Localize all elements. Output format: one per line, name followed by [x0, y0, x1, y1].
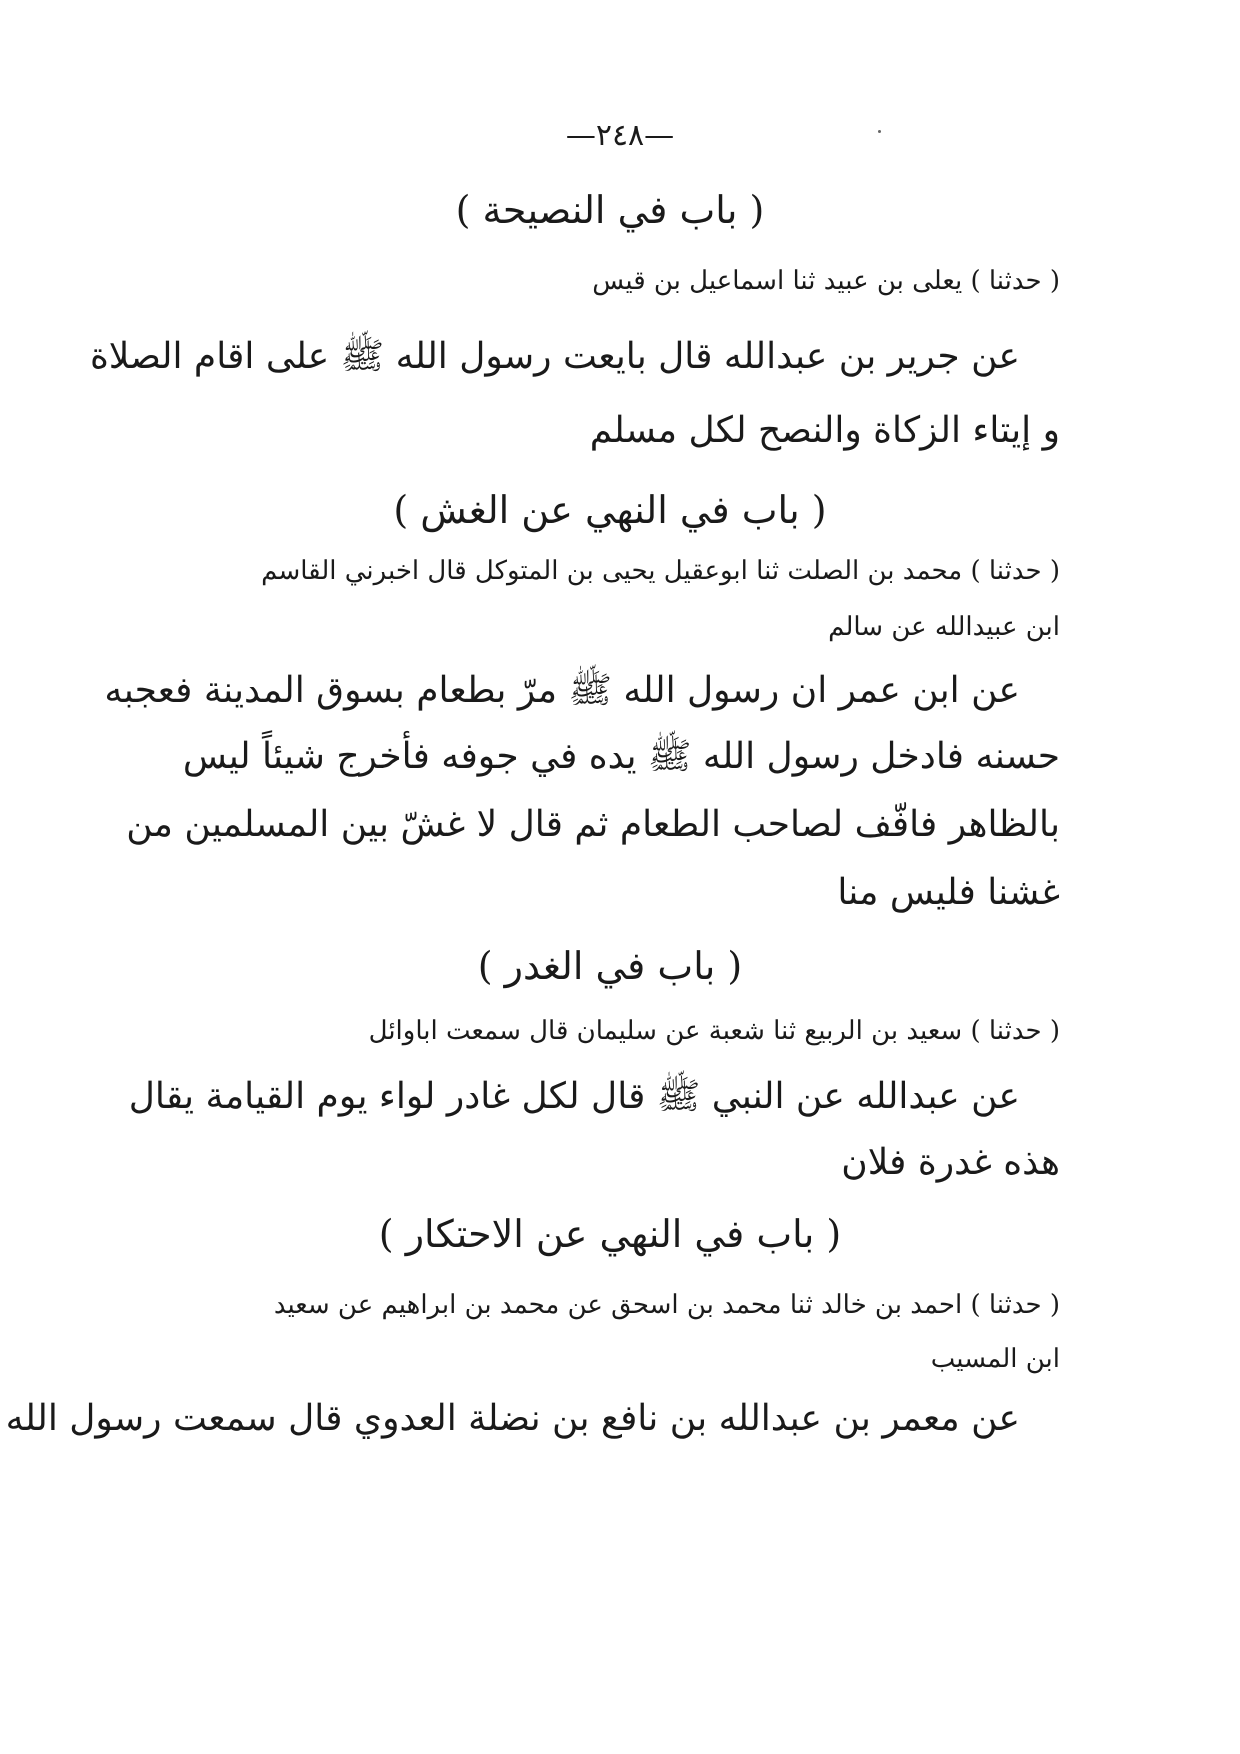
chapter-heading-treachery: ( باب في الغدر ) — [477, 944, 743, 988]
isnad-line: ابن المسيب — [930, 1344, 1060, 1374]
hadith-text-line: هذه غدرة فلان — [841, 1142, 1060, 1183]
hadith-text-line: عن ابن عمر ان رسول الله ﷺ مرّ بطعام بسوق المدينة فعجبه — [104, 670, 1020, 711]
isnad-line: ( حدثنا ) احمد بن خالد ثنا محمد بن اسحق عن محمد بن ابراهيم عن سعيد — [273, 1290, 1060, 1320]
hadith-text-line: عن معمر بن عبدالله بن نافع بن نضلة العدوي قال سمعت رسول الله — [5, 1398, 1020, 1439]
hadith-text-line: حسنه فادخل رسول الله ﷺ يده في جوفه فأخرج شيئاً ليس — [182, 736, 1060, 777]
hadith-text-line: بالظاهر فافّف لصاحب الطعام ثم قال لا غشّ بين المسلمين من — [126, 804, 1060, 845]
page-number: —٢٤٨— — [565, 118, 675, 153]
hadith-text-line: عن جرير بن عبدالله قال بايعت رسول الله ﷺ على اقام الصلاة — [89, 336, 1020, 377]
scan-speck — [878, 130, 881, 133]
chapter-heading-advice: ( باب في النصيحة ) — [455, 188, 765, 232]
isnad-line: ( حدثنا ) محمد بن الصلت ثنا ابوعقيل يحيى بن المتوكل قال اخبرني القاسم — [261, 556, 1060, 586]
chapter-heading-deception: ( باب في النهي عن الغش ) — [393, 488, 827, 532]
hadith-text-line: عن عبدالله عن النبي ﷺ قال لكل غادر لواء يوم القيامة يقال — [128, 1076, 1020, 1117]
isnad-line: ( حدثنا ) سعيد بن الربيع ثنا شعبة عن سليمان قال سمعت اباوائل — [368, 1016, 1060, 1046]
isnad-line: ( حدثنا ) يعلى بن عبيد ثنا اسماعيل بن قيس — [592, 266, 1060, 296]
hadith-text-line: غشنا فليس منا — [837, 872, 1060, 913]
chapter-heading-hoarding: ( باب في النهي عن الاحتكار ) — [378, 1212, 842, 1256]
isnad-line: ابن عبيدالله عن سالم — [828, 612, 1060, 642]
hadith-text-line: و إيتاء الزكاة والنصح لكل مسلم — [589, 410, 1060, 451]
